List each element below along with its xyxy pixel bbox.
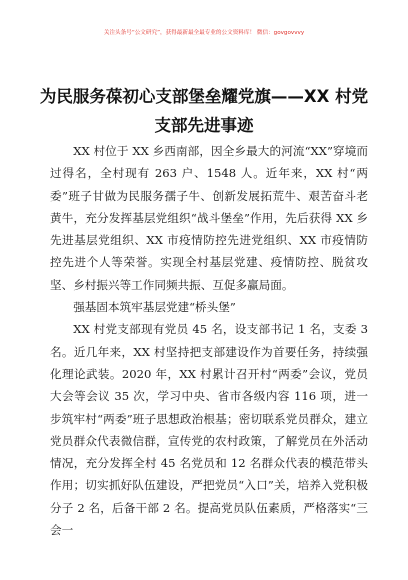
document-title: [20, 82, 388, 140]
title-line-2: 支部先进事迹: [154, 116, 254, 135]
section-heading: 强基固本筑牢基层党建“桥头堡”: [73, 300, 236, 315]
paragraph-party-building: XX 村党支部现有党员 45 名，设支部书记 1 名，支委 3 名。近几年来，XX 村坚持把支部建设作为首要任务，持续强化理论武装。2020 年，XX 村累计召开村“两委”会议，党员大会等会议 35 次，学习中央、省市各级内容 116 项，进一步筑牢村“两委”班子思想政治根基；密切联系党员群众，建立党员群众代表微信群，宣传党的农村政策，了解党员在外活动情况，充分发挥全村 45 名党员和 12 名群众代表的模范带头作用；切实抓好队伍建设，严把党员“入口”关，培养入党积极分子 2 名，后备干部 2 名。提高党员队伍素质，严格落实“三会一: [50, 322, 368, 538]
paragraph-intro: XX 村位于 XX 乡西南部，因全乡最大的河流“XX”穿境而过得名，全村现有 263 户、1548 人。近年来，XX 村“两委”班子甘做为民服务孺子牛、创新发展拓荒牛、艰苦奋斗老黄牛，充分发挥基层党组织“战斗堡垒”作用，先后获得 XX 乡先进基层党组织、XX 市疫情防控先进党组织、XX 市疫情防控先进个人等荣誉。实现全村基层党建、疫情防控、脱贫攻坚、乡村振兴等工作同频共振、互促多赢局面。: [50, 144, 368, 292]
title-line-1: 为民服务葆初心支部堡垒耀党旗——XX 村党: [39, 87, 369, 106]
document-body: [50, 140, 368, 541]
header-notice: 关注头条号“公文研究”，获得最新最全最专业的公文资料库！ 微信：govgovvvy: [103, 30, 305, 36]
